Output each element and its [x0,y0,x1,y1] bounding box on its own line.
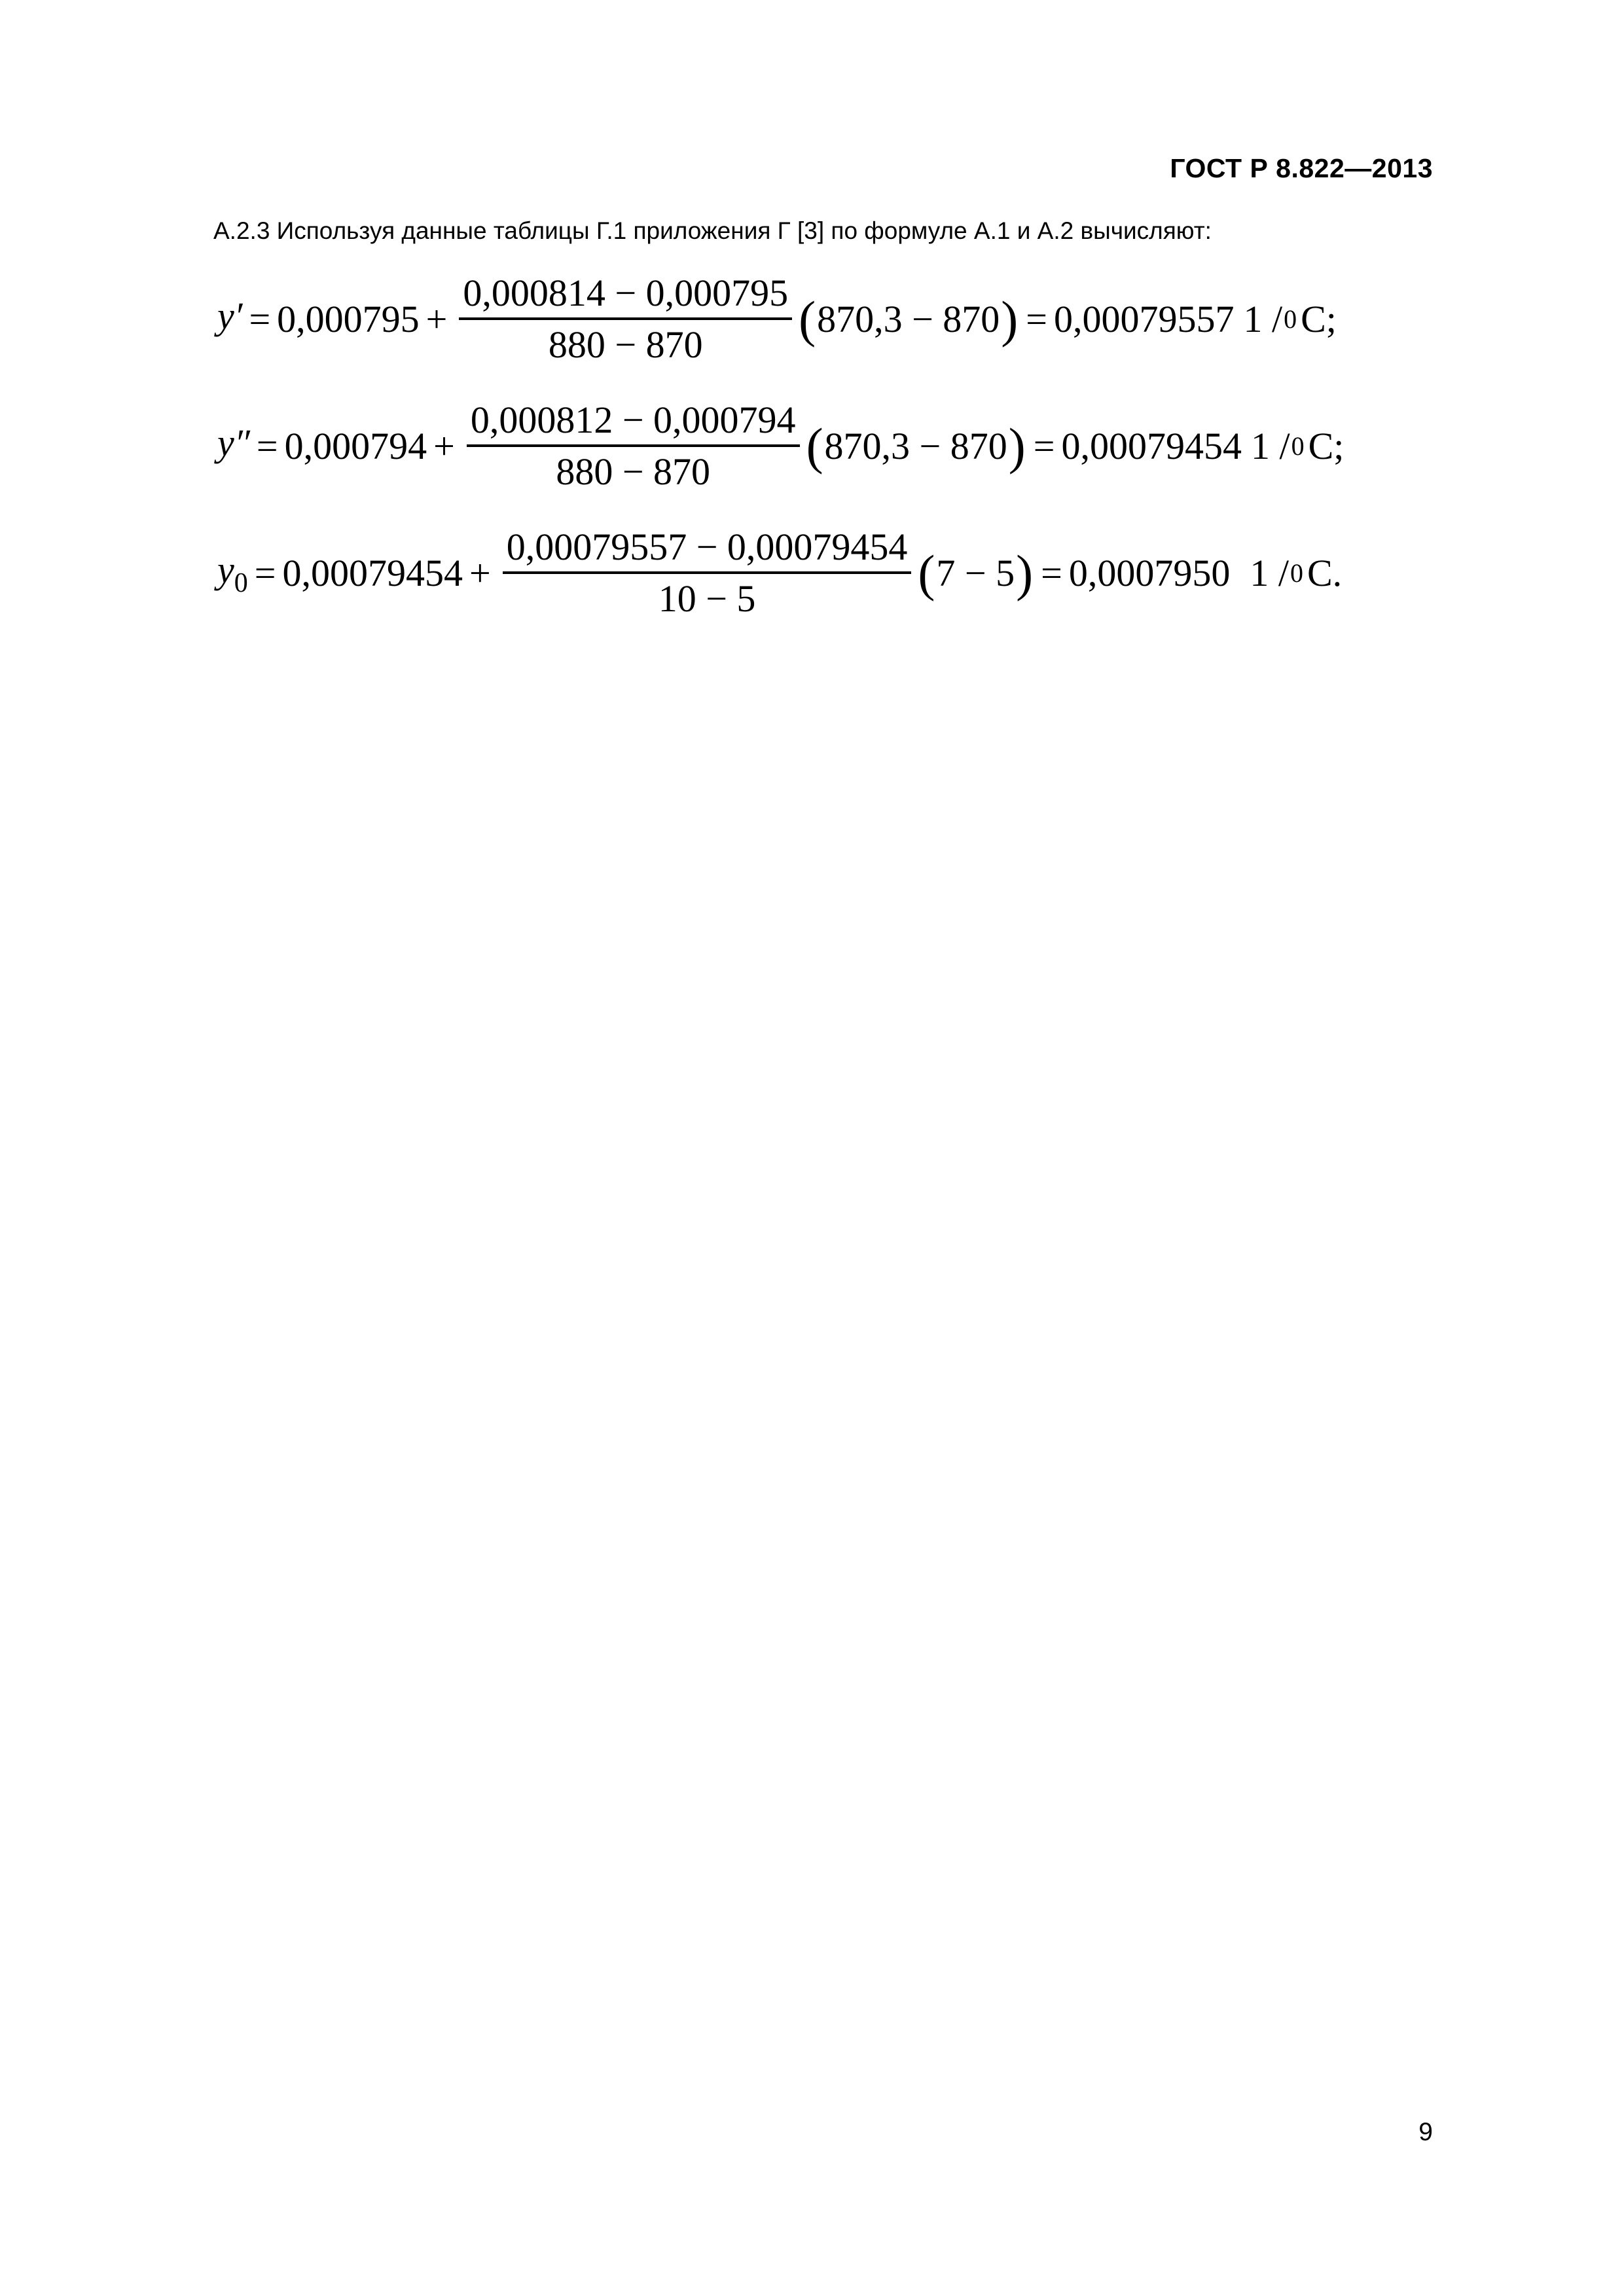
page-number: 9 [1418,2118,1433,2146]
formula-base-value: 0,000795 [277,298,420,341]
unit-suffix: С; [1308,425,1344,468]
formula-fraction [467,401,800,492]
formula-y-prime [217,274,1337,365]
formula-result: 0,0007950 [1068,552,1231,595]
equals-sign: = [1026,298,1047,341]
fraction-numerator: 0,000812 − 0,000794 [467,401,800,447]
unit-prefix: 1 / [1250,425,1290,468]
formula-y-zero [217,528,1342,619]
formula-base-value: 0,00079454 [282,552,463,595]
formula-fraction [459,274,792,365]
plus-sign: + [433,425,455,468]
formula-lhs: y′ [217,294,243,337]
formula-fraction [503,528,912,619]
unit-prefix: 1 / [1243,298,1283,341]
formula-lhs-subscript: 0 [234,567,248,598]
intro-paragraph: А.2.3 Используя данные таблицы Г.1 приложения Г [3] по формуле А.1 и А.2 вычисляют: [213,217,1212,244]
equals-sign: = [249,298,271,341]
formula-lhs: y″ [217,421,250,464]
formula-result: 0,00079557 [1054,298,1235,341]
parenthesis-content: 7 − 5 [936,552,1015,595]
formula-result: 0,00079454 [1061,425,1242,468]
parenthesis-content: 870,3 − 870 [824,425,1007,468]
unit-suffix: С; [1301,298,1337,341]
fraction-numerator: 0,000814 − 0,000795 [459,274,792,320]
unit-prefix: 1 / [1250,552,1289,595]
fraction-denominator: 10 − 5 [658,577,756,620]
fraction-denominator: 880 − 870 [548,323,703,366]
equals-sign: = [1041,552,1062,595]
right-parenthesis: ) [1008,417,1026,475]
right-parenthesis: ) [1001,290,1019,348]
left-parenthesis: ( [918,544,935,601]
unit-degree-superscript: 0 [1291,431,1305,461]
parenthesis-content: 870,3 − 870 [817,298,1000,341]
equals-sign: = [256,425,278,468]
equals-sign: = [254,552,276,595]
formula-lhs: $y_0$ [217,548,248,598]
fraction-numerator: 0,00079557 − 0,00079454 [503,528,912,574]
unit-suffix: С. [1307,552,1343,595]
left-parenthesis: ( [806,417,823,475]
unit-degree-superscript: 0 [1290,558,1303,588]
plus-sign: + [425,298,448,341]
fraction-denominator: 880 − 870 [556,450,711,493]
unit-degree-superscript: 0 [1284,304,1297,334]
right-parenthesis: ) [1016,544,1034,601]
document-code-header: ГОСТ Р 8.822—2013 [1170,153,1433,183]
left-parenthesis: ( [799,290,816,348]
formula-base-value: 0,000794 [284,425,427,468]
plus-sign: + [469,552,491,595]
equals-sign: = [1033,425,1055,468]
formula-y-double-prime [217,401,1344,492]
